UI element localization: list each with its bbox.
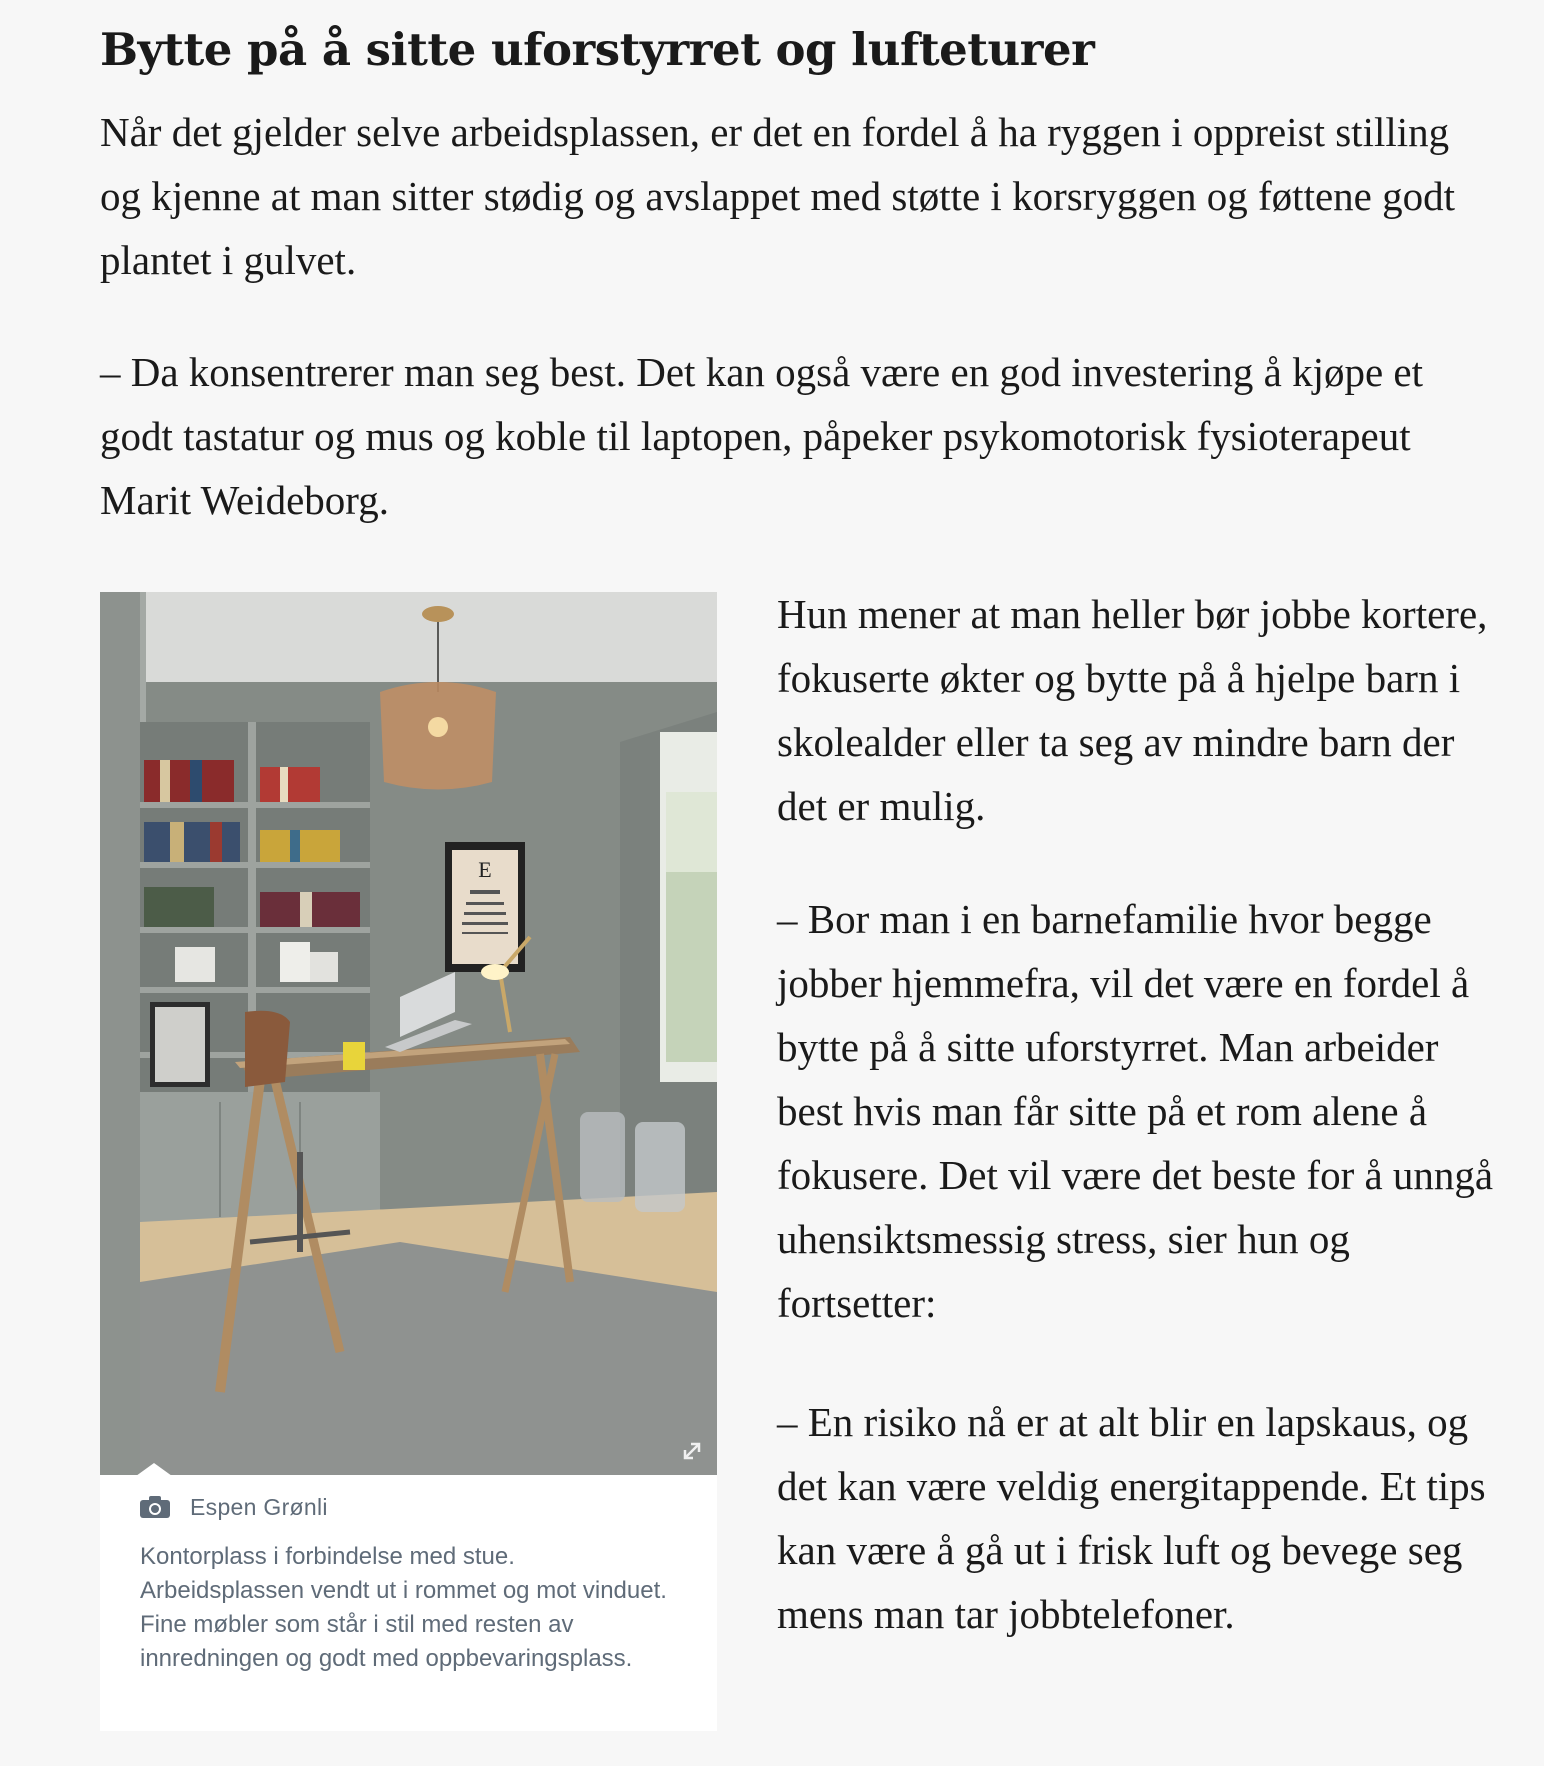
paragraph: – Da konsentrerer man seg best. Det kan også være en god investering å kjøpe et godt tastatur og mus og koble til laptopen, påpeker psykomotorisk fysioterapeut Marit Weideborg.: [100, 349, 1423, 523]
camera-icon: [140, 1496, 170, 1518]
photo-caption: Kontorplass i forbindelse med stue. Arbeidsplassen vendt ut i rommet og mot vinduet. Fine møbler som står i stil med resten av innredningen og godt med oppbevaringsplass.: [140, 1543, 667, 1672]
svg-text:E: E: [478, 857, 492, 882]
section-heading: Bytte på å sitte uforstyrret og lufteturer: [100, 23, 1095, 76]
office-photo[interactable]: [100, 592, 717, 1475]
paragraph: Når det gjelder selve arbeidsplassen, er det en fordel å ha ryggen i oppreist stilling og kjenne at man sitter stødig og avslappet med støtte i korsryggen og føttene godt plantet i gulvet.: [100, 109, 1456, 283]
article-figure: [100, 592, 717, 1731]
paragraph: – Bor man i en barnefamilie hvor begge jobber hjemmefra, vil det være en fordel å bytte på å sitte uforstyrret. Man arbeider best hvis man får sitte på et rom alene å fokusere. Det vil være det beste for å unngå uhensiktsmessig stress, sier hun og fortsetter:: [777, 896, 1494, 1326]
paragraph: Hun mener at man heller bør jobbe kortere, fokuserte økter og bytte på å hjelpe barn i skolealder eller ta seg av mindre barn der det er mulig.: [777, 591, 1488, 829]
photo-credit: [140, 1492, 328, 1522]
photographer-name: Espen Grønli: [190, 1493, 328, 1520]
caption-pointer: [136, 1463, 172, 1476]
paragraph: – En risiko nå er at alt blir en lapskaus, og det kan være veldig energitappende. Et tips kan være å gå ut i frisk luft og bevege seg mens man tar jobbtelefoner.: [777, 1399, 1486, 1637]
